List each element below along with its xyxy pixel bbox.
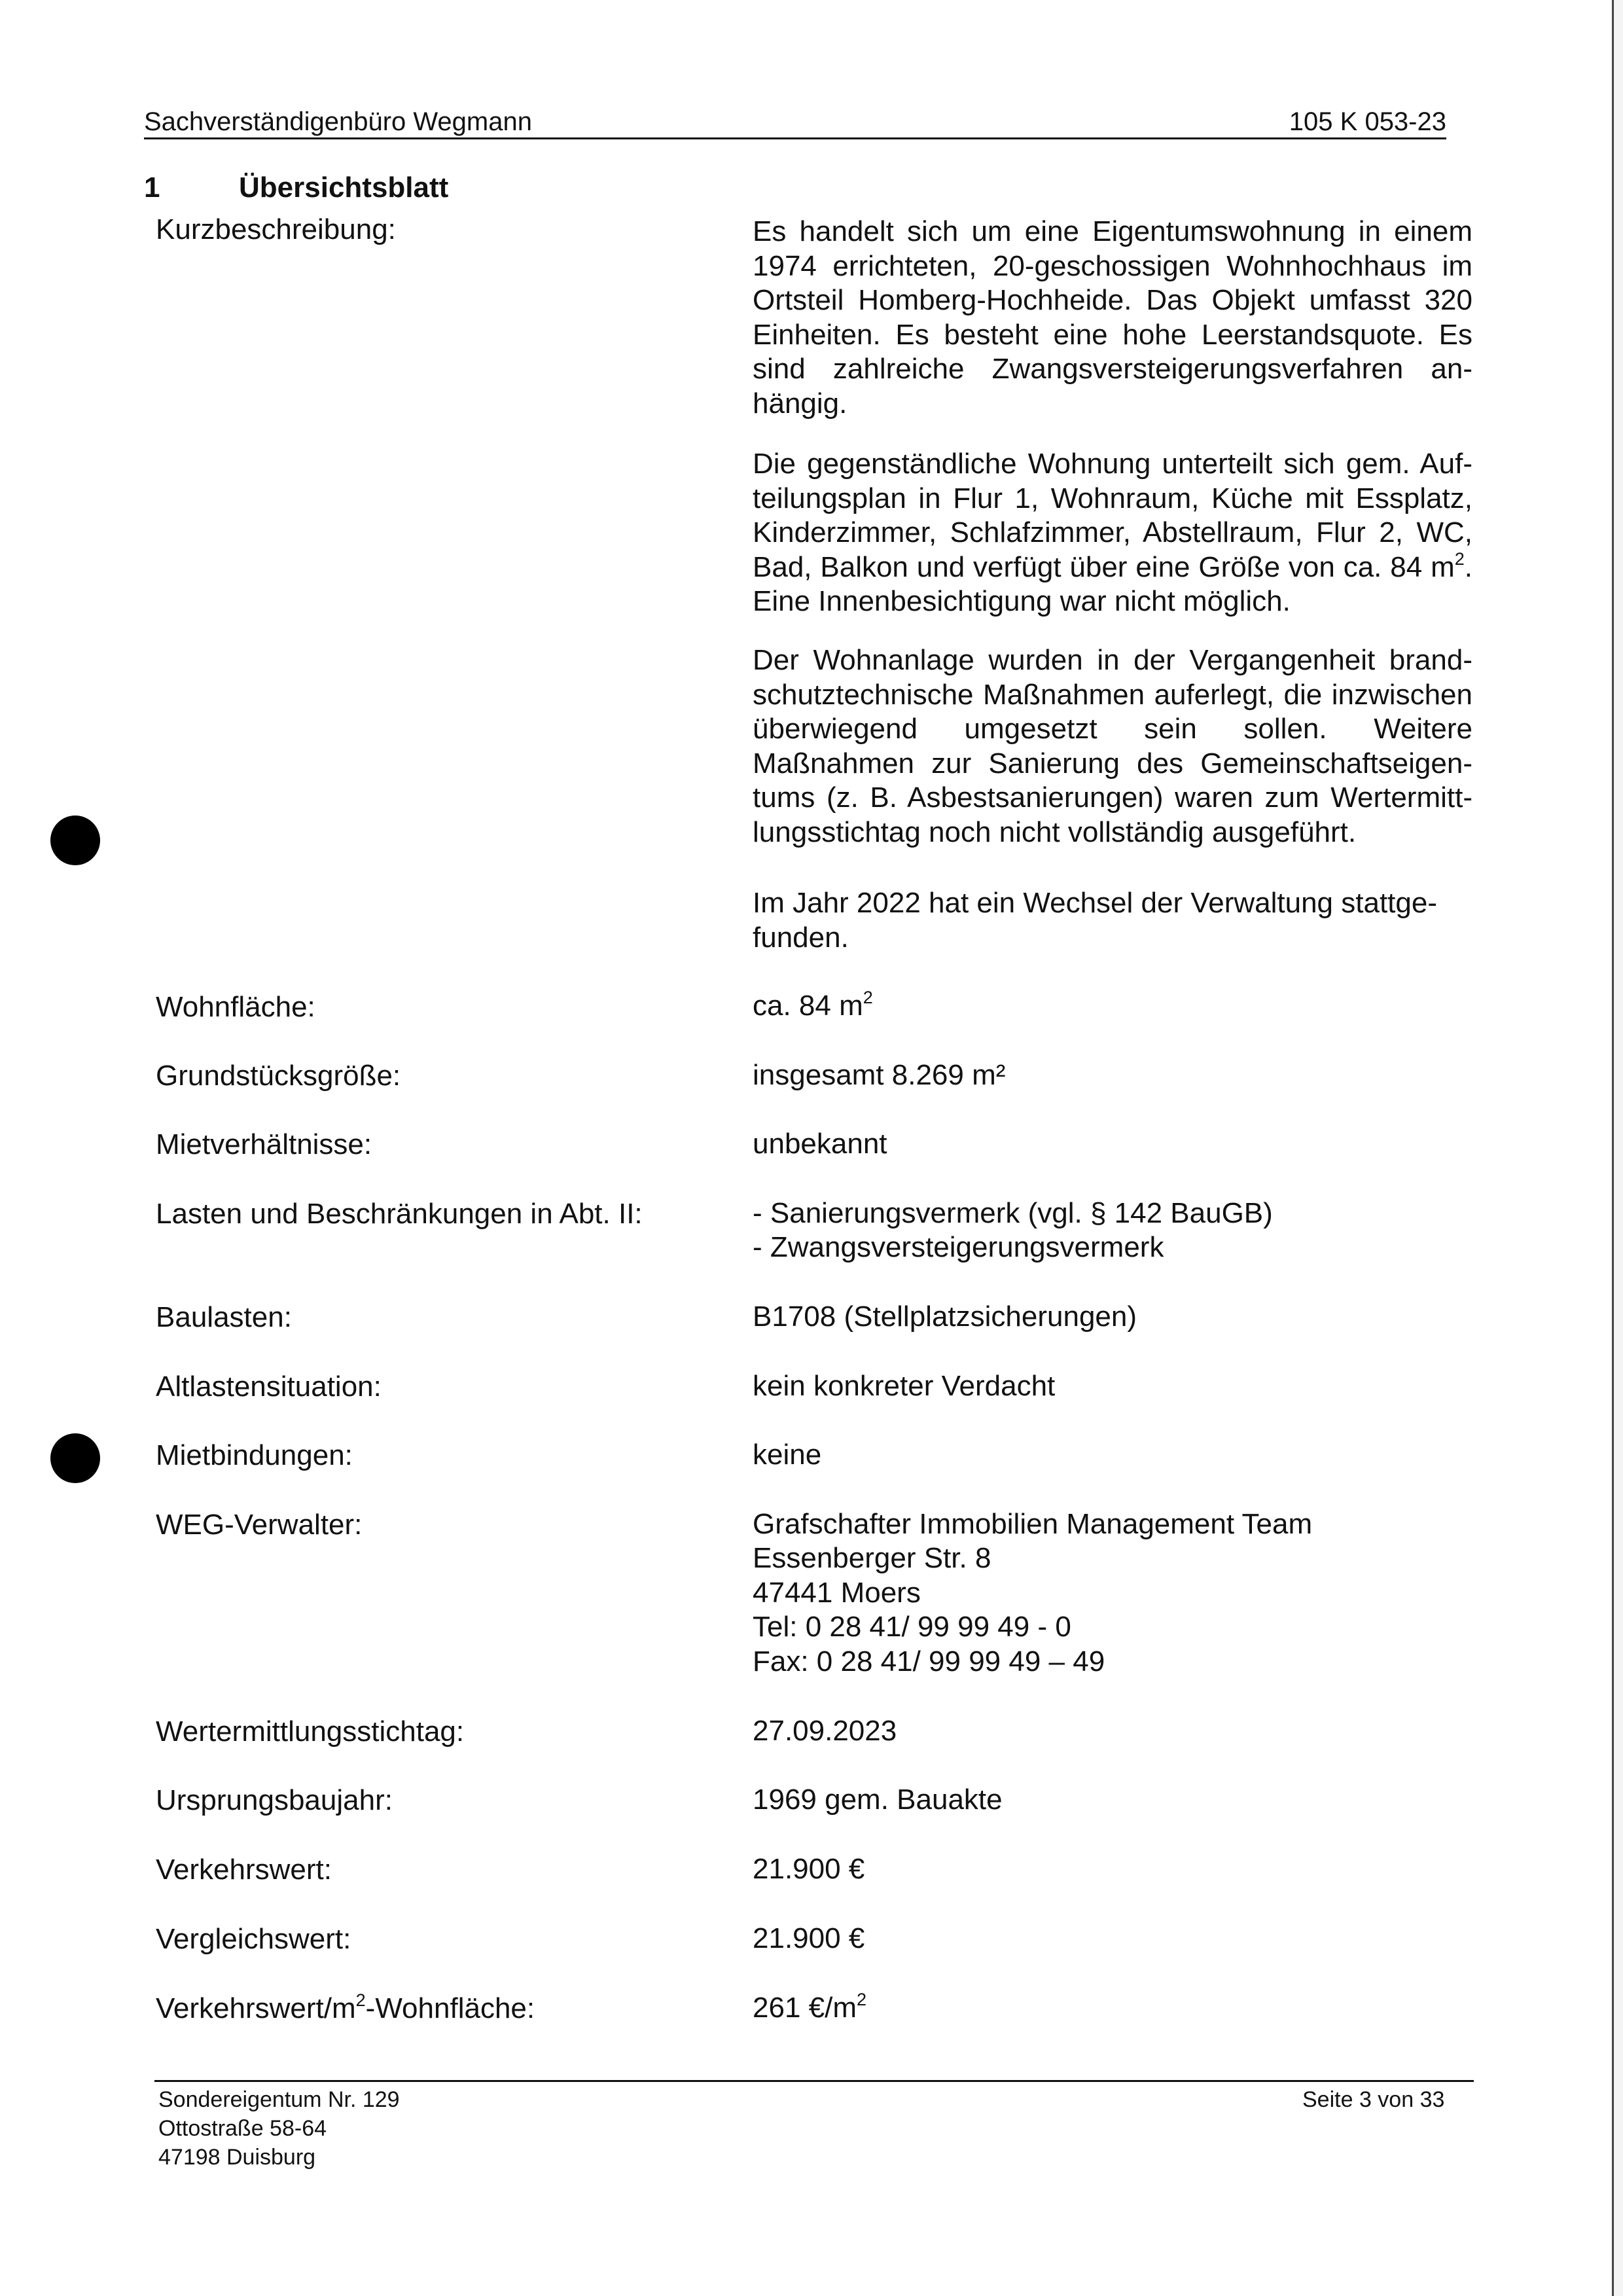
valuation-date-value: 27.09.2023 xyxy=(753,1715,897,1747)
file-number: 105 K 053-23 xyxy=(1289,107,1446,136)
footer-rule xyxy=(154,2080,1474,2082)
value-per-sqm-text: 261 €/m xyxy=(753,1992,857,2024)
summary-paragraph-2-text: Die gegenständliche Wohnung unterteilt sich gem. Aufteilungsplan in Flur 1, Wohnraum, Küche mit Essplatz, Kinderzimmer, Schlafzimmer, Abstellraum, Flur 2, WC, Bad, Balkon und verfügt über eine Größe von ca. 84 xyxy=(753,448,1472,583)
rent-restrictions-value: keine xyxy=(753,1439,822,1471)
summary-paragraph-2-unit: m xyxy=(1431,550,1455,583)
construction-year-label: Ursprungsbaujahr: xyxy=(156,1784,393,1816)
page-edge xyxy=(1612,0,1623,2296)
value-per-sqm-value xyxy=(753,1991,1472,2025)
encumbrances-value-2: - Zwangsversteigerungsvermerk xyxy=(753,1231,1164,1263)
office-name: Sachverständigenbüro Wegmann xyxy=(144,107,532,136)
living-area-value xyxy=(753,989,1472,1023)
section-title: Übersichtsblatt xyxy=(239,171,449,204)
property-manager-line-1: Grafschafter Immobilien Management Team xyxy=(753,1508,1313,1540)
tenancy-value: unbekannt xyxy=(753,1128,887,1160)
footer-unit: Sondereigentum Nr. 129 xyxy=(158,2087,400,2112)
construction-year-value: 1969 gem. Bauakte xyxy=(753,1784,1003,1816)
footer-address xyxy=(158,2085,400,2172)
building-encumbrances-value: B1708 (Stellplatzsicherungen) xyxy=(753,1300,1137,1333)
comparative-value-value: 21.900 € xyxy=(753,1922,865,1954)
building-encumbrances-label: Baulasten: xyxy=(156,1301,292,1333)
summary-paragraph-2-tail: . Eine Innenbesichtigung war nicht möglich. xyxy=(753,550,1472,617)
summary-paragraph-2-sup: 2 xyxy=(1454,548,1465,569)
value-per-sqm-label xyxy=(156,1992,535,2026)
section-heading xyxy=(144,171,448,204)
market-value-value: 21.900 € xyxy=(753,1853,865,1885)
summary-paragraph-2 xyxy=(753,447,1472,619)
comparative-value-label: Vergleichswert: xyxy=(156,1923,351,1955)
value-per-sqm-label-a: Verkehrswert/m xyxy=(156,1992,356,2024)
property-manager-line-2: Essenberger Str. 8 xyxy=(753,1542,991,1574)
plot-size-value: insgesamt 8.269 m² xyxy=(753,1059,1006,1091)
footer-street: Ottostraße 58-64 xyxy=(158,2116,327,2141)
market-value-label: Verkehrswert: xyxy=(156,1854,332,1886)
property-manager-label: WEG-Verwalter: xyxy=(156,1509,363,1541)
valuation-date-label: Wertermittlungsstichtag: xyxy=(156,1715,465,1748)
contamination-label: Altlastensituation: xyxy=(156,1371,382,1403)
punch-hole-upper xyxy=(50,816,100,865)
value-per-sqm-sup: 2 xyxy=(856,1990,867,2009)
encumbrances-label: Lasten und Beschränkungen in Abt. II: xyxy=(156,1198,643,1230)
summary-paragraph-1: Es handelt sich um eine Eigentumswohnung in einem 1974 errichteten, 20-geschossigen Wohnhochhaus im Ortsteil Homberg-Hochheide. Das Objekt umfasst 320 Einheiten. Es besteht eine hohe Leerstandsquote. Es sind zahlreiche Zwangsversteigerungsverfahren anhängig. xyxy=(753,215,1472,420)
summary-label: Kurzbeschreibung: xyxy=(156,213,396,245)
value-per-sqm-label-sup: 2 xyxy=(355,1990,366,2010)
value-per-sqm-label-b: -Wohnfläche: xyxy=(365,1992,535,2024)
living-area-sup: 2 xyxy=(863,988,873,1007)
living-area-text: ca. 84 m xyxy=(753,990,863,1022)
rent-restrictions-label: Mietbindungen: xyxy=(156,1439,353,1471)
contamination-value: kein konkreter Verdacht xyxy=(753,1370,1056,1402)
property-manager-line-3: 47441 Moers xyxy=(753,1577,921,1609)
property-manager-phone: Tel: 0 28 41/ 99 99 49 - 0 xyxy=(753,1611,1071,1643)
tenancy-label: Mietverhältnisse: xyxy=(156,1128,372,1160)
summary-paragraph-4: Im Jahr 2022 hat ein Wechsel der Verwaltung stattgefunden. xyxy=(753,887,1437,954)
plot-size-label: Grundstücksgröße: xyxy=(156,1060,401,1092)
property-manager-fax: Fax: 0 28 41/ 99 99 49 – 49 xyxy=(753,1645,1105,1677)
page-header xyxy=(144,105,1446,139)
section-number: 1 xyxy=(144,171,160,204)
encumbrances-value-1: - Sanierungsvermerk (vgl. § 142 BauGB) xyxy=(753,1197,1273,1229)
footer-city: 47198 Duisburg xyxy=(158,2145,316,2170)
punch-hole-lower xyxy=(50,1433,100,1483)
living-area-label: Wohnfläche: xyxy=(156,991,315,1023)
page-number: Seite 3 von 33 xyxy=(1302,2087,1445,2112)
summary-paragraph-3: Der Wohnanlage wurden in der Vergangenheit brandschutztechnische Maßnahmen auferlegt, die inzwischen überwiegend umgesetzt sein sollen. Weitere Maßnahmen zur Sanierung des Gemeinschaftseigentums (z. B. Asbestsanierungen) waren zum Wertermittlungsstichtag noch nicht vollständig ausgeführt. xyxy=(753,644,1472,848)
